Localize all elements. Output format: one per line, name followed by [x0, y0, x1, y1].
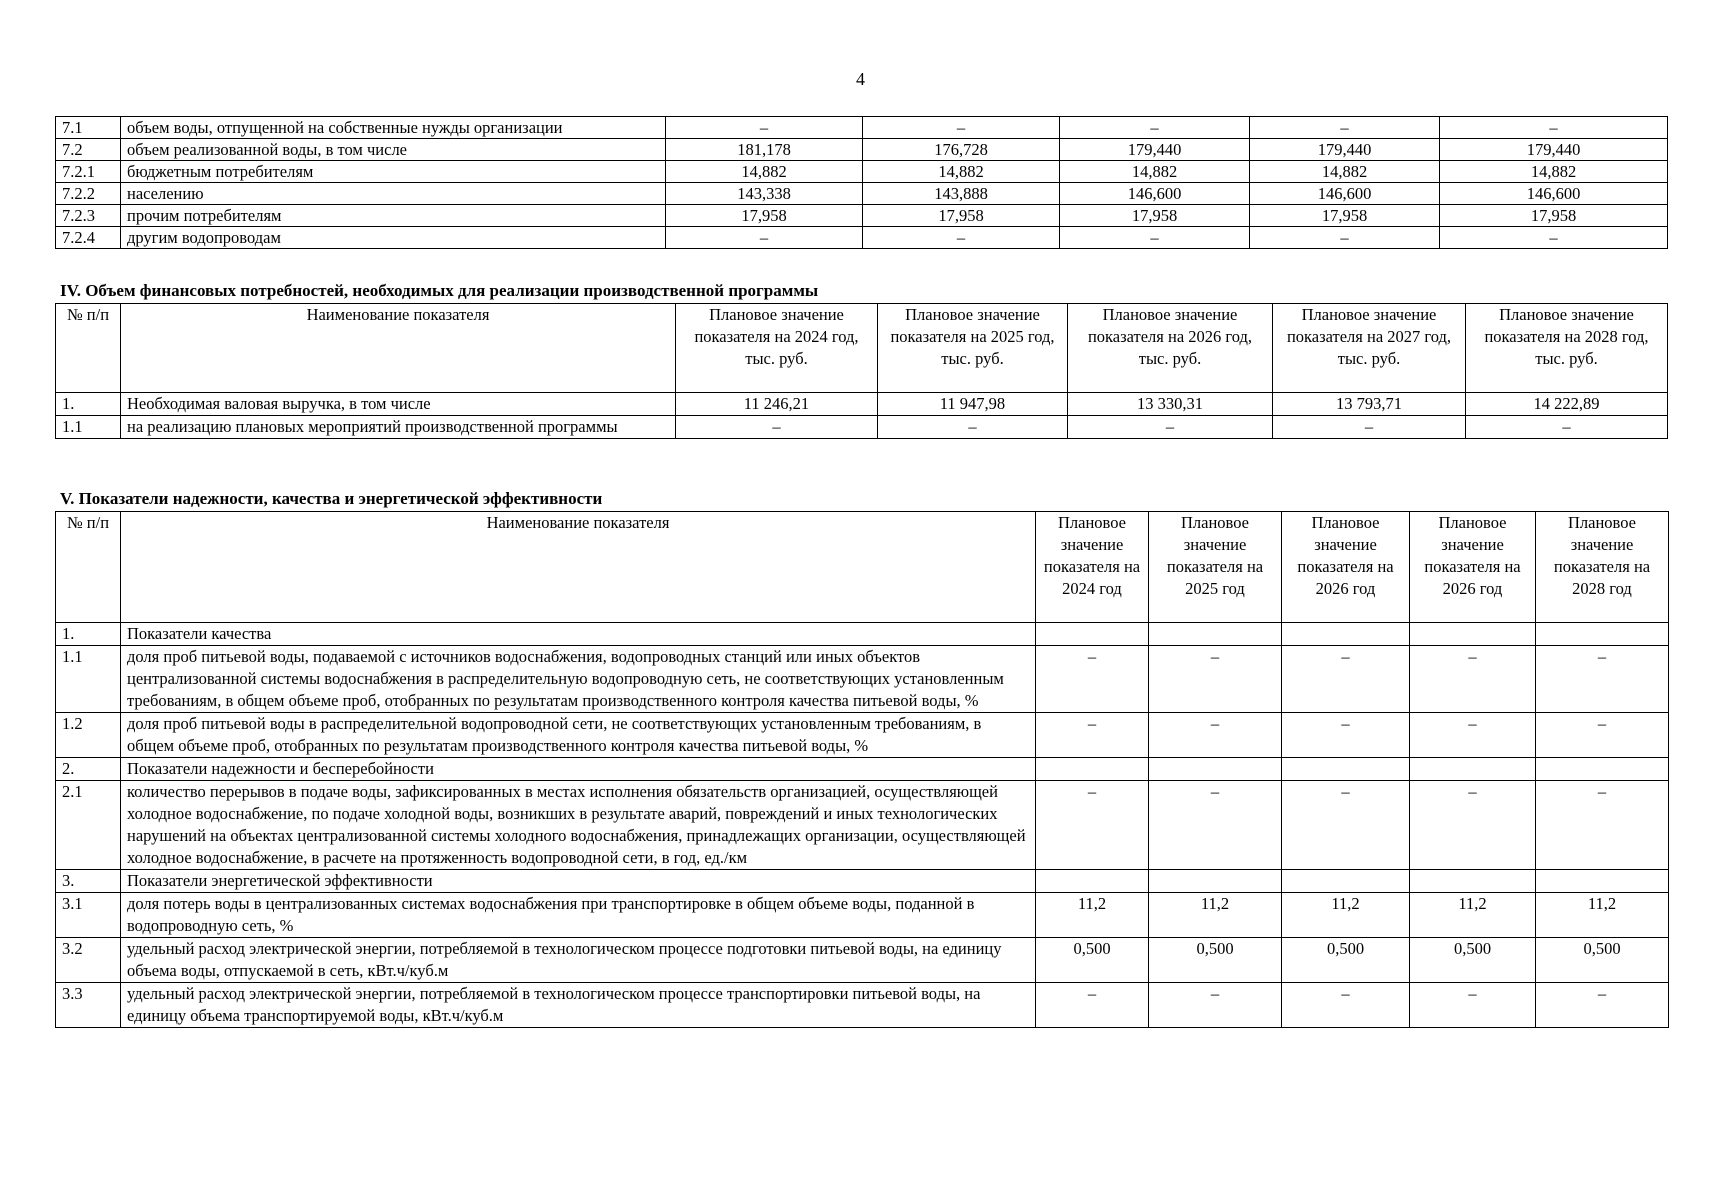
row-name: доля потерь воды в централизованных системах водоснабжения при транспортировке в общем объеме воды, поданной в водопроводную сеть, % [121, 893, 1036, 938]
row-number: 3.2 [56, 938, 121, 983]
value-2024: 17,958 [666, 205, 863, 227]
value-2024: – [1036, 713, 1149, 758]
row-name: Показатели качества [121, 623, 1036, 646]
value-2027: 17,958 [1250, 205, 1440, 227]
value-2024: – [1036, 646, 1149, 713]
value-2026b: – [1410, 646, 1536, 713]
value-2024: 0,500 [1036, 938, 1149, 983]
value-2024: 14,882 [666, 161, 863, 183]
table-row [56, 139, 1668, 161]
value-2026b [1410, 870, 1536, 893]
value-2024 [1036, 870, 1149, 893]
row-number: 7.2.1 [56, 161, 121, 183]
value-2027: – [1250, 117, 1440, 139]
row-name: объем реализованной воды, в том числе [121, 139, 666, 161]
value-2026: – [1282, 713, 1410, 758]
value-2024: 143,338 [666, 183, 863, 205]
value-2026b: – [1410, 713, 1536, 758]
value-2026: 14,882 [1060, 161, 1250, 183]
value-2028: – [1536, 983, 1669, 1028]
value-2025: – [1149, 983, 1282, 1028]
value-2025 [1149, 758, 1282, 781]
value-2026b: 0,500 [1410, 938, 1536, 983]
row-number: 2. [56, 758, 121, 781]
value-2028: 179,440 [1440, 139, 1668, 161]
value-2028: 17,958 [1440, 205, 1668, 227]
value-2025: – [1149, 781, 1282, 870]
section-5-title: V. Показатели надежности, качества и энергетической эффективности [60, 489, 603, 508]
value-2024: – [676, 416, 878, 439]
value-2025: 11,2 [1149, 893, 1282, 938]
value-2028: 11,2 [1536, 893, 1669, 938]
table-row [56, 117, 1668, 139]
value-2024: 11 246,21 [676, 393, 878, 416]
row-name: Показатели энергетической эффективности [121, 870, 1036, 893]
value-2025: – [1149, 646, 1282, 713]
value-2026: 146,600 [1060, 183, 1250, 205]
header-number: № п/п [56, 304, 121, 393]
value-2026: 0,500 [1282, 938, 1410, 983]
table-row [56, 870, 1669, 893]
value-2028: 14 222,89 [1466, 393, 1668, 416]
table-row [56, 623, 1669, 646]
value-2024: – [1036, 983, 1149, 1028]
value-2025: 0,500 [1149, 938, 1282, 983]
value-2026: – [1060, 227, 1250, 249]
row-number: 7.2.3 [56, 205, 121, 227]
table-row [56, 183, 1668, 205]
value-2024: – [666, 227, 863, 249]
row-number: 7.2.4 [56, 227, 121, 249]
value-2028: – [1466, 416, 1668, 439]
value-2024: 11,2 [1036, 893, 1149, 938]
row-number: 3.3 [56, 983, 121, 1028]
value-2025 [1149, 870, 1282, 893]
value-2028 [1536, 623, 1669, 646]
value-2026b: – [1410, 781, 1536, 870]
reliability-quality-table [55, 511, 1669, 1028]
value-2026b [1410, 758, 1536, 781]
table-row [56, 713, 1669, 758]
row-number: 1. [56, 623, 121, 646]
value-2026: 13 330,31 [1068, 393, 1273, 416]
value-2026 [1282, 870, 1410, 893]
header-name: Наименование показателя [121, 512, 1036, 623]
row-name: другим водопроводам [121, 227, 666, 249]
row-number: 2.1 [56, 781, 121, 870]
table-row [56, 781, 1669, 870]
value-2028: 146,600 [1440, 183, 1668, 205]
value-2026 [1282, 623, 1410, 646]
header-2026: Плановое значение показателя на 2026 год, тыс. руб. [1068, 304, 1273, 393]
value-2026: 11,2 [1282, 893, 1410, 938]
header-2026: Плановое значение показателя на 2026 год [1282, 512, 1410, 623]
header-number: № п/п [56, 512, 121, 623]
table-header-row [56, 304, 1668, 393]
value-2027: 13 793,71 [1273, 393, 1466, 416]
value-2024 [1036, 623, 1149, 646]
table-row [56, 938, 1669, 983]
row-name: доля проб питьевой воды в распределительной водопроводной сети, не соответствующих установленным требованиям, в общем объеме проб, отобранных по результатам производственного контроля качества питьевой воды, % [121, 713, 1036, 758]
value-2025: 17,958 [863, 205, 1060, 227]
value-2027: 146,600 [1250, 183, 1440, 205]
header-2024: Плановое значение показателя на 2024 год, тыс. руб. [676, 304, 878, 393]
value-2026b [1410, 623, 1536, 646]
row-name: удельный расход электрической энергии, потребляемой в технологическом процессе транспортировки питьевой воды, на единицу объема транспортируемой воды, кВт.ч/куб.м [121, 983, 1036, 1028]
table-row [56, 893, 1669, 938]
value-2028 [1536, 758, 1669, 781]
table-row [56, 205, 1668, 227]
value-2024 [1036, 758, 1149, 781]
table-row [56, 758, 1669, 781]
value-2028: – [1536, 781, 1669, 870]
financial-needs-table [55, 303, 1668, 439]
table-row [56, 416, 1668, 439]
header-name: Наименование показателя [121, 304, 676, 393]
value-2026b: 11,2 [1410, 893, 1536, 938]
value-2025: 11 947,98 [878, 393, 1068, 416]
row-name: прочим потребителям [121, 205, 666, 227]
row-number: 3.1 [56, 893, 121, 938]
value-2026: 17,958 [1060, 205, 1250, 227]
row-name: бюджетным потребителям [121, 161, 666, 183]
row-name: Необходимая валовая выручка, в том числе [121, 393, 676, 416]
value-2028: 14,882 [1440, 161, 1668, 183]
row-number: 3. [56, 870, 121, 893]
row-name: населению [121, 183, 666, 205]
value-2028: – [1536, 646, 1669, 713]
row-number: 1.2 [56, 713, 121, 758]
value-2025: – [1149, 713, 1282, 758]
value-2025: 14,882 [863, 161, 1060, 183]
value-2027: – [1273, 416, 1466, 439]
value-2025: – [863, 227, 1060, 249]
value-2025: – [878, 416, 1068, 439]
value-2024: 181,178 [666, 139, 863, 161]
value-2026: – [1282, 646, 1410, 713]
value-2025: – [863, 117, 1060, 139]
row-name: Показатели надежности и бесперебойности [121, 758, 1036, 781]
value-2026: – [1068, 416, 1273, 439]
header-2024: Плановое значение показателя на 2024 год [1036, 512, 1149, 623]
value-2026: – [1060, 117, 1250, 139]
row-number: 1. [56, 393, 121, 416]
table-row [56, 227, 1668, 249]
value-2026: – [1282, 983, 1410, 1028]
value-2026b: – [1410, 983, 1536, 1028]
value-2026 [1282, 758, 1410, 781]
row-name: объем воды, отпущенной на собственные нужды организации [121, 117, 666, 139]
table-row [56, 646, 1669, 713]
row-name: удельный расход электрической энергии, потребляемой в технологическом процессе подготовки питьевой воды, на единицу объема воды, отпускаемой в сеть, кВт.ч/куб.м [121, 938, 1036, 983]
header-2028: Плановое значение показателя на 2028 год [1536, 512, 1669, 623]
row-number: 1.1 [56, 416, 121, 439]
header-2025: Плановое значение показателя на 2025 год [1149, 512, 1282, 623]
row-name: на реализацию плановых мероприятий производственной программы [121, 416, 676, 439]
value-2025: 176,728 [863, 139, 1060, 161]
table-row [56, 161, 1668, 183]
water-volume-table [55, 116, 1668, 249]
row-name: количество перерывов в подаче воды, зафиксированных в местах исполнения обязательств организацией, осуществляющей холодное водоснабжение, по подаче холодной воды, возникших в результате аварий, повреждений и иных технологических нарушений на объектах централизованной системы холодного водоснабжения, принадлежащих организации, осуществляющей холодное водоснабжение, в расчете на протяженность водопроводной сети, в год, ед./км [121, 781, 1036, 870]
value-2028 [1536, 870, 1669, 893]
header-2028: Плановое значение показателя на 2028 год, тыс. руб. [1466, 304, 1668, 393]
table-row [56, 983, 1669, 1028]
page-number: 4 [856, 69, 865, 89]
value-2026: 179,440 [1060, 139, 1250, 161]
row-number: 7.1 [56, 117, 121, 139]
value-2028: 0,500 [1536, 938, 1669, 983]
section-4-title: IV. Объем финансовых потребностей, необходимых для реализации производственной программы [60, 281, 819, 300]
row-name: доля проб питьевой воды, подаваемой с источников водоснабжения, водопроводных станций или иных объектов централизованной системы водоснабжения в распределительную водопроводную сеть, не соответствующих установленным требованиям, в общем объеме проб, отобранных по результатам производственного контроля качества питьевой воды, % [121, 646, 1036, 713]
header-2025: Плановое значение показателя на 2025 год, тыс. руб. [878, 304, 1068, 393]
value-2024: – [666, 117, 863, 139]
value-2028: – [1440, 117, 1668, 139]
table-header-row [56, 512, 1669, 623]
value-2024: – [1036, 781, 1149, 870]
value-2026: – [1282, 781, 1410, 870]
value-2027: 14,882 [1250, 161, 1440, 183]
value-2028: – [1536, 713, 1669, 758]
table-row [56, 393, 1668, 416]
row-number: 1.1 [56, 646, 121, 713]
row-number: 7.2 [56, 139, 121, 161]
value-2025 [1149, 623, 1282, 646]
value-2027: 179,440 [1250, 139, 1440, 161]
header-2027: Плановое значение показателя на 2027 год, тыс. руб. [1273, 304, 1466, 393]
value-2027: – [1250, 227, 1440, 249]
value-2028: – [1440, 227, 1668, 249]
header-2026b: Плановое значение показателя на 2026 год [1410, 512, 1536, 623]
value-2025: 143,888 [863, 183, 1060, 205]
row-number: 7.2.2 [56, 183, 121, 205]
